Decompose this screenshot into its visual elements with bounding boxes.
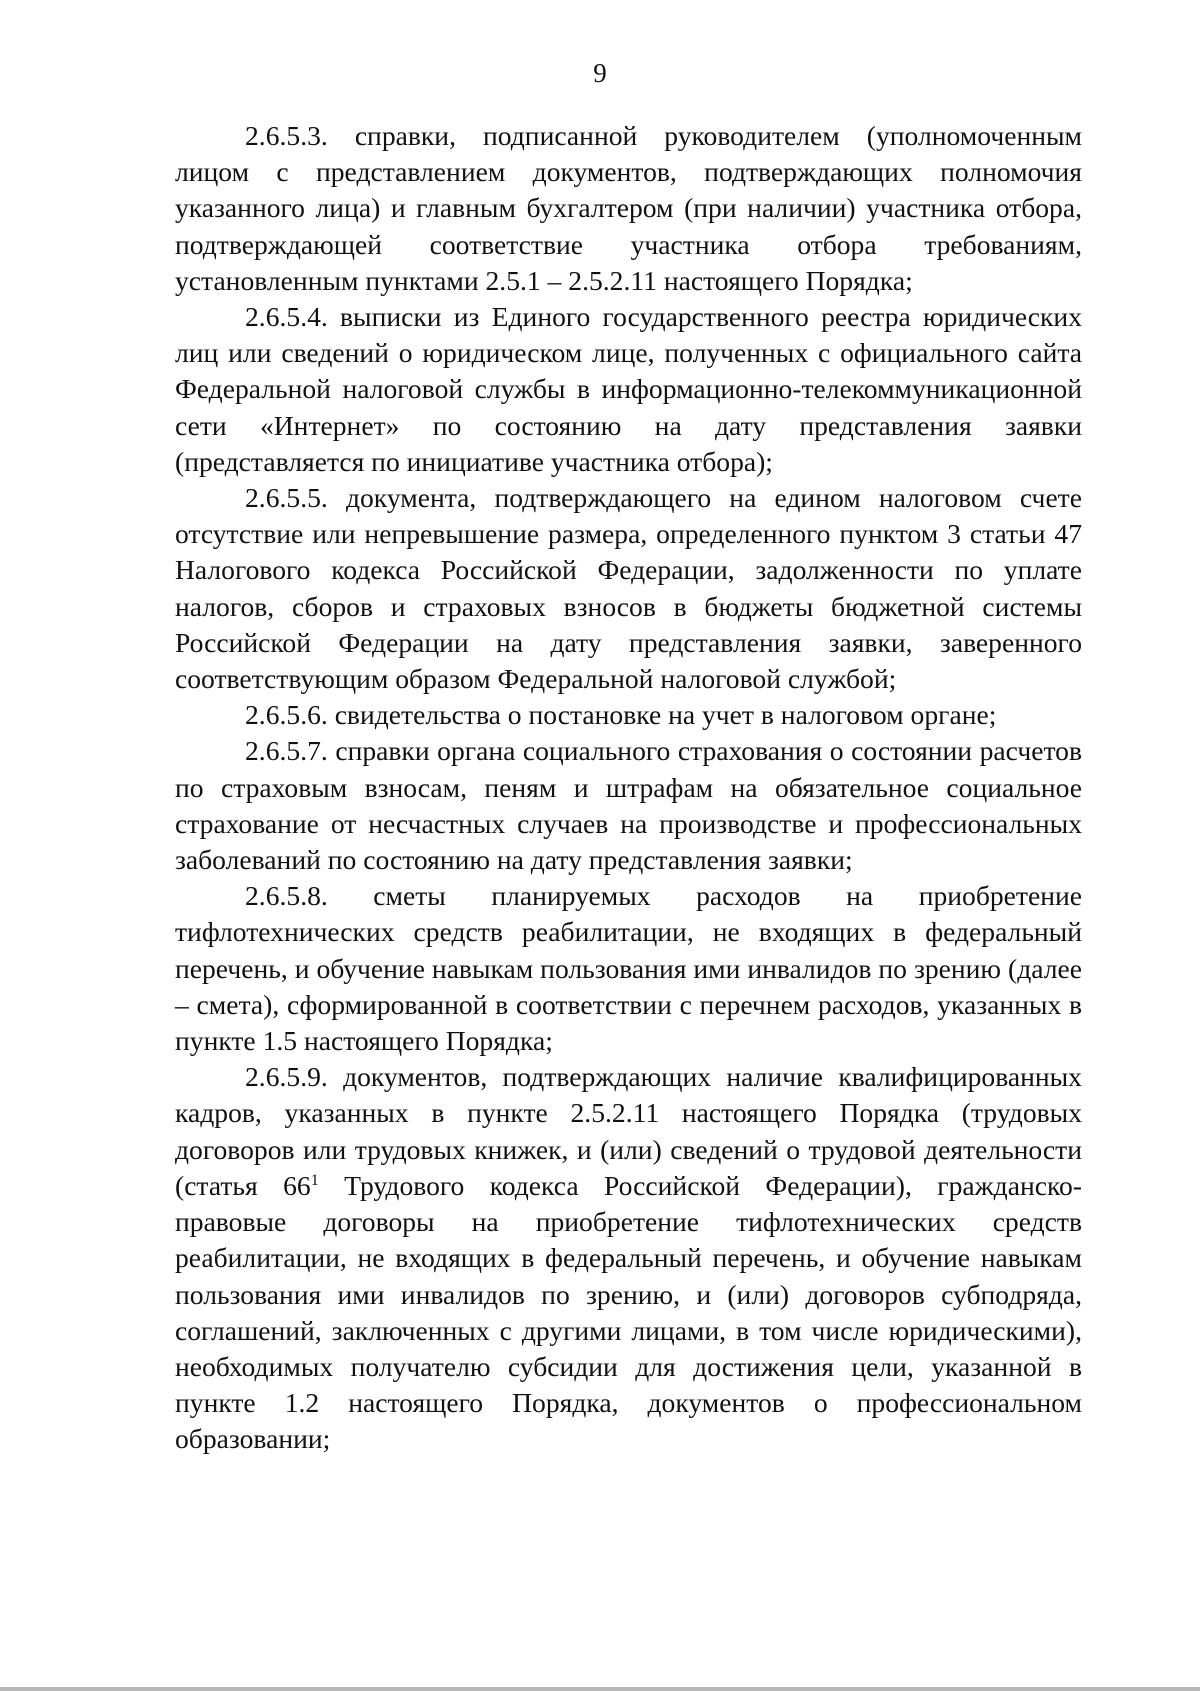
paragraph-number: 2.6.5.4. xyxy=(245,301,328,333)
paragraph-number: 2.6.5.7. xyxy=(245,735,328,767)
paragraph-2-6-5-6 xyxy=(175,697,1082,733)
paragraph-text: справки, подписанной руководителем (уполномоченным лицом с представлением документов, подтверждающих полномочия указанного лица) и главным бухгалтером (при наличии) участника отбора, подтверждающей соответствие участника отбора требованиям, установленным пунктами 2.5.1 – 2.5.2.11 настоящего Порядка; xyxy=(175,120,1082,296)
paragraph-text: сметы планируемых расходов на приобретение тифлотехнических средств реабилитации, не входящих в федеральный перечень, и обучение навыкам пользования ими инвалидов по зрению (далее – смета), сформированной в соответствии с перечнем расходов, указанных в пункте 1.5 настоящего Порядка; xyxy=(175,880,1082,1057)
paragraph-number: 2.6.5.9. xyxy=(245,1061,328,1093)
document-body xyxy=(175,118,1082,1458)
paragraph-text-before-superscript: документов, подтверждающих наличие квалифицированных кадров, указанных в пункте 2.5.2.11 настоящего Порядка (трудовых договоров или трудовых книжек, и (или) сведений о трудовой деятельности (статья 66 xyxy=(175,1061,1082,1201)
paragraph-2-6-5-4 xyxy=(175,299,1082,480)
paragraph-text: справки органа социального страхования о состоянии расчетов по страховым взносам, пеням и штрафам на обязательное социальное страхование от несчастных случаев на производстве и профессиональных заболеваний по состоянию на дату представления заявки; xyxy=(175,735,1082,876)
paragraph-2-6-5-9 xyxy=(175,1059,1082,1457)
paragraph-text: выписки из Единого государственного реестра юридических лиц или сведений о юридическом лице, полученных с официального сайта Федеральной налоговой службы в информационно-телекоммуникационной сети «Интернет» по состоянию на дату представления заявки (представляется по инициативе участника отбора); xyxy=(175,301,1082,477)
scan-bottom-edge xyxy=(0,1687,1200,1691)
paragraph-number: 2.6.5.8. xyxy=(245,880,328,912)
paragraph-number: 2.6.5.6. xyxy=(245,699,328,731)
page-number: 9 xyxy=(593,58,607,88)
article-superscript: 1 xyxy=(310,1171,319,1189)
paragraph-number: 2.6.5.3. xyxy=(245,120,328,151)
paragraph-2-6-5-3 xyxy=(175,118,1082,299)
paragraph-text-after-superscript: Трудового кодекса Российской Федерации), гражданско-правовые договоры на приобретение тифлотехнических средств реабилитации, не входящих в федеральный перечень, и обучение навыкам пользования ими инвалидов по зрению, и (или) договоров субподряда, соглашений, заключенных с другими лицами, в том числе юридическими), необходимых получателю субсидии для достижения цели, указанной в пункте 1.2 настоящего Порядка, документов о профессиональном образовании; xyxy=(175,1169,1082,1455)
paragraph-2-6-5-5 xyxy=(175,480,1082,697)
paragraph-2-6-5-8 xyxy=(175,878,1082,1059)
paragraph-text: свидетельства о постановке на учет в налоговом органе; xyxy=(334,699,997,731)
paragraph-2-6-5-7 xyxy=(175,733,1082,878)
paragraph-text: документа, подтверждающего на едином налоговом счете отсутствие или непревышение размера, определенного пунктом 3 статьи 47 Налогового кодекса Российской Федерации, задолженности по уплате налогов, сборов и страховых взносов в бюджеты бюджетной системы Российской Федерации на дату представления заявки, заверенного соответствующим образом Федеральной налоговой службой; xyxy=(175,482,1082,695)
paragraph-number: 2.6.5.5. xyxy=(245,482,328,514)
